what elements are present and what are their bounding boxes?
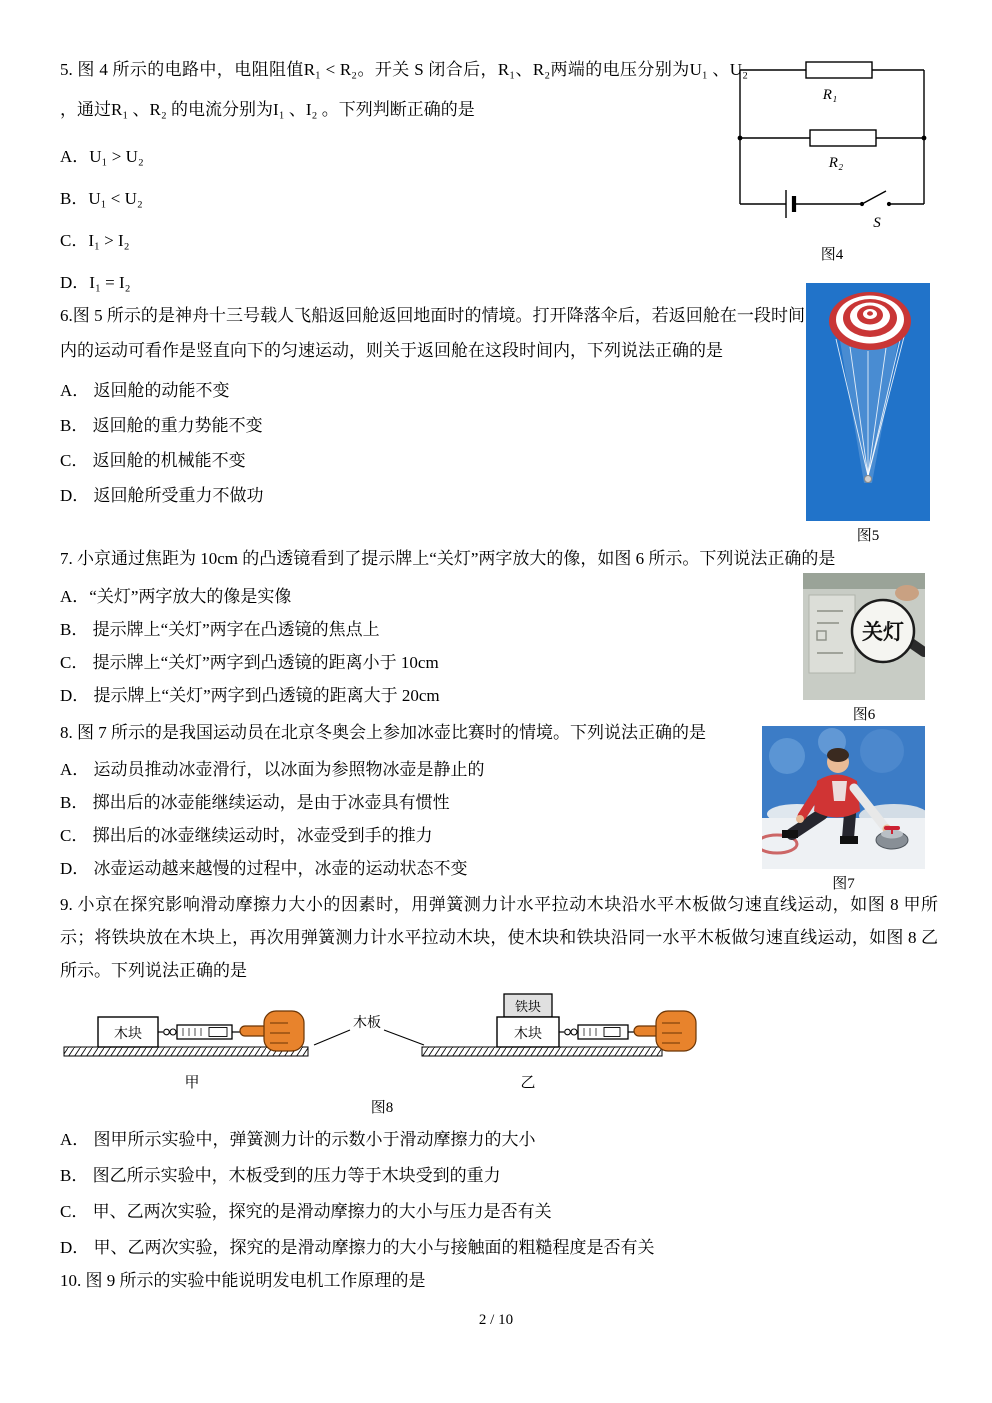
label-r1: R₁ (822, 87, 838, 103)
board-right (422, 1047, 662, 1056)
option-c: C．I₁ > I₂ (60, 231, 130, 250)
circuit-diagram (726, 52, 938, 240)
figure-friction-experiment (62, 985, 702, 1117)
figure-curling (762, 726, 925, 893)
option-b: B． 掷出后的冰壶能继续运动，是由于冰壶具有惯性 (60, 793, 450, 812)
option-a: A． 图甲所示实验中，弹簧测力计的示数小于滑动摩擦力的大小 (60, 1130, 536, 1149)
option-a: A． 返回舱的动能不变 (60, 381, 230, 400)
spring-scale-left (170, 1025, 240, 1039)
option-b: B． 返回舱的重力势能不变 (60, 416, 263, 435)
question-5 (60, 50, 748, 304)
question-7 (60, 542, 860, 712)
question-8-stem: 8. 图 7 所示的是我国运动员在北京冬奥会上参加冰壶比赛时的情境。下列说法正确的是 (60, 723, 706, 742)
option-d: D． 甲、乙两次实验，探究的是滑动摩擦力的大小与接触面的粗糙程度是否有关 (60, 1238, 655, 1257)
option-c: C． 掷出后的冰壶继续运动时，冰壶受到手的推力 (60, 826, 433, 845)
question-6-stem: 6.图 5 所示的是神舟十三号载人飞船返回舱返回地面时的情境。打开降落伞后，若返回舱在一段时间内的运动可看作是竖直向下的匀速运动，则关于返回舱在这段时间内，下列说法正确的是 (60, 306, 805, 360)
figure-5-caption: 图5 (856, 528, 880, 544)
question-5-options (60, 136, 748, 304)
hook-left (164, 1029, 170, 1035)
curling-photo (762, 726, 925, 869)
magnifier-photo (803, 573, 925, 700)
resistor-r1 (806, 62, 872, 78)
option-b: B． 图乙所示实验中，木板受到的压力等于木块受到的重力 (60, 1166, 501, 1185)
option-d: D．I₁ = I₂ (60, 273, 131, 292)
figure-parachute (806, 283, 930, 545)
setup-left (64, 1011, 308, 1091)
option-d: D． 冰壶运动越来越慢的过程中，冰壶的运动状态不变 (60, 859, 468, 878)
option-b: B．U₁ < U₂ (60, 189, 143, 208)
board-label: 木板 (353, 1016, 381, 1031)
lens-magnified-text: 关灯 (862, 620, 904, 644)
hook-right (565, 1029, 571, 1035)
iron-block-label: 铁块 (514, 999, 542, 1014)
sign-board (809, 595, 855, 673)
resistor-r2 (810, 130, 876, 146)
option-c: C． 甲、乙两次实验，探究的是滑动摩擦力的大小与压力是否有关 (60, 1202, 552, 1221)
question-6-options (60, 373, 805, 513)
option-a: A．“关灯”两字放大的像是实像 (60, 587, 292, 606)
label-r2: R₂ (828, 155, 844, 171)
figure-circuit (726, 52, 938, 264)
question-9-stem: 9. 小京在探究影响滑动摩擦力大小的因素时，用弹簧测力计水平拉动木块沿水平木板做匀速直线运动，如图 8 甲所示；将铁块放在木块上，再次用弹簧测力计水平拉动木块，使木块和铁块沿同一水平木板做匀速直线运动，如图 8 乙所示。下列说法正确的是 (60, 895, 938, 980)
question-7-stem: 7. 小京通过焦距为 10cm 的凸透镜看到了提示牌上“关灯”两字放大的像，如图 6 所示。下列说法正确的是 (60, 549, 836, 568)
question-5-stem: 5. 图 4 所示的电路中，电阻阻值R₁ < R₂。开关 S 闭合后，R₁、R₂两端的电压分别为U₁ 、U₂ ，通过R₁ 、R₂ 的电流分别为I₁ 、I₂ 。下列判断正确的是 (60, 60, 748, 119)
question-8-options (60, 753, 750, 885)
return-capsule (865, 476, 872, 483)
question-8 (60, 716, 750, 885)
option-a: A． 运动员推动冰壶滑行，以冰面为参照物冰壶是静止的 (60, 760, 485, 779)
board-callout (314, 1014, 424, 1045)
option-d: D． 返回舱所受重力不做功 (60, 486, 264, 505)
parachute-canopy (829, 292, 911, 350)
hand-left (240, 1011, 304, 1051)
figure-7-caption: 图7 (832, 876, 855, 892)
question-9-options (60, 1122, 880, 1266)
figure-magnifier (803, 573, 925, 724)
spring-scale-right (571, 1025, 634, 1039)
switch-blade (862, 191, 886, 204)
figure-8-caption: 图8 (370, 1100, 394, 1116)
question-6 (60, 298, 805, 513)
question-10-stem: 10. 图 9 所示的实验中能说明发电机工作原理的是 (60, 1271, 426, 1290)
question-9 (60, 888, 938, 987)
right-tag-label: 乙 (520, 1075, 536, 1091)
holding-hand (895, 585, 919, 601)
experiment-diagram (62, 985, 702, 1093)
option-c: C． 返回舱的机械能不变 (60, 451, 246, 470)
label-switch: S (873, 215, 881, 231)
hand-right (634, 1011, 696, 1051)
option-a: A．U₁ > U₂ (60, 147, 144, 166)
wood-block-right-label: 木块 (514, 1027, 542, 1042)
circuit-wires (740, 62, 924, 218)
parachute-photo (806, 283, 930, 521)
figure-6-caption: 图6 (852, 707, 876, 723)
option-b: B． 提示牌上“关灯”两字在凸透镜的焦点上 (60, 620, 380, 639)
left-tag-label: 甲 (184, 1075, 200, 1091)
figure-4-caption: 图4 (820, 247, 844, 263)
option-c: C． 提示牌上“关灯”两字到凸透镜的距离小于 10cm (60, 653, 439, 672)
option-d: D． 提示牌上“关灯”两字到凸透镜的距离大于 20cm (60, 686, 440, 705)
question-10 (60, 1266, 880, 1296)
setup-right (422, 994, 696, 1091)
page-number: 2 / 10 (478, 1312, 514, 1328)
question-7-options (60, 580, 860, 712)
wood-block-left-label: 木块 (114, 1027, 142, 1042)
